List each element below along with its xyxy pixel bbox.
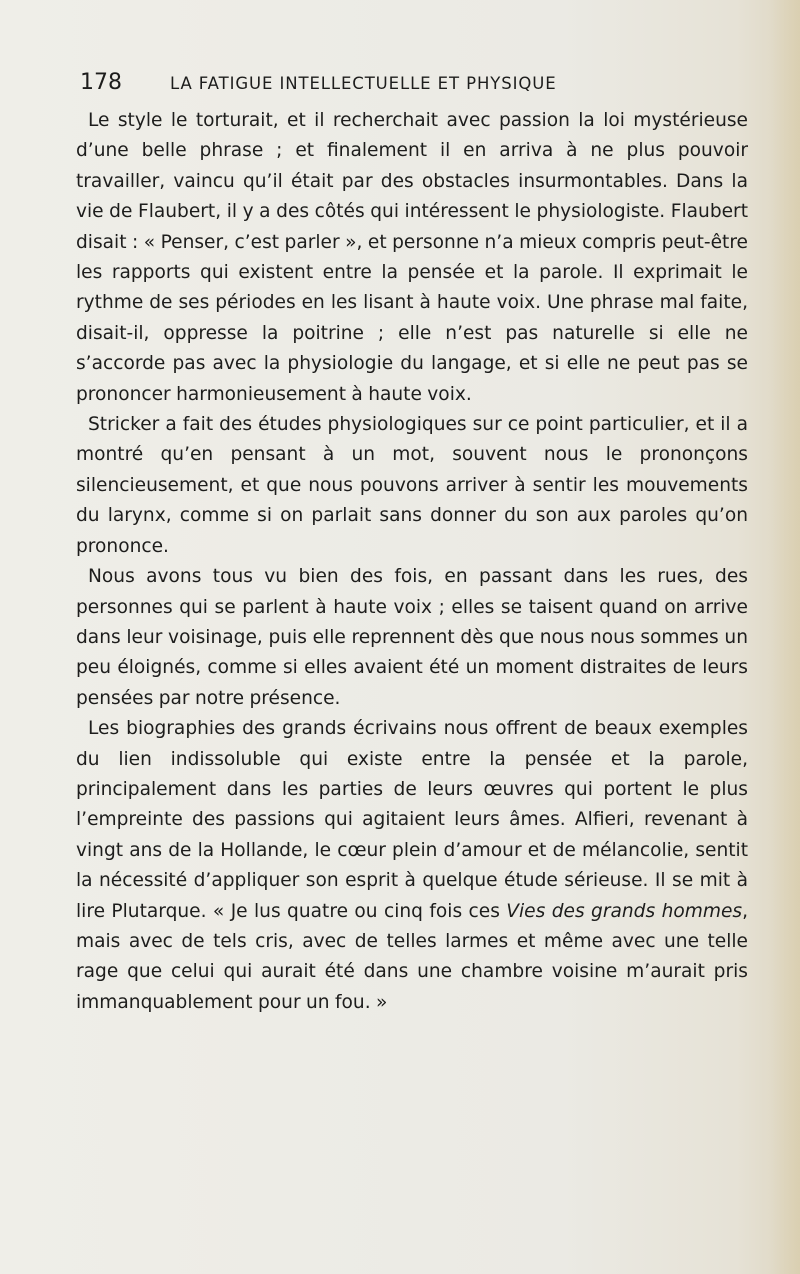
paragraph-alfieri xyxy=(76,714,748,1018)
paragraph-stricker: Stricker a fait des études physiologiques sur ce point particulier, et il a montré qu’en pensant à un mot, souvent nous le prononçons silencieusement, et que nous pouvons arriver à sentir les mouvements du larynx, comme si on parlait sans donner du son aux paroles qu’on prononce. xyxy=(76,414,748,557)
alfieri-text-end: , mais avec de tels cris, avec de telles larmes et même avec une telle rage que celui qui aurait été dans une chambre voisine m’aurait pris immanquablement pour un fou. » xyxy=(76,900,748,1013)
page-number: 178 xyxy=(80,70,122,95)
running-header xyxy=(80,70,752,100)
page-edge-stain xyxy=(770,0,800,1274)
running-title: LA FATIGUE INTELLECTUELLE ET PHYSIQUE xyxy=(170,74,557,93)
paragraph-street-talkers: Nous avons tous vu bien des fois, en passant dans les rues, des personnes qui se parlent à haute voix ; elles se taisent quand on arrive dans leur voisinage, puis elle reprennent dès que nous nous sommes un peu éloignés, comme si elles avaient été un moment distraites de leurs pensées par notre présence. xyxy=(76,566,748,709)
paragraph-flaubert: Le style le torturait, et il recherchait avec passion la loi mystérieuse d’une belle phrase ; et finalement il en arriva à ne plus pouvoir travailler, vaincu qu’il était par des obstacles insurmontables. Dans la vie de Flaubert, il y a des côtés qui intéressent le physiologiste. Flaubert disait : « Penser, c’est parler », et personne n’a mieux compris peut-être les rapports qui existent entre la pensée et la parole. Il exprimait le rythme de ses périodes en les lisant à haute voix. Une phrase mal faite, disait-il, oppresse la poitrine ; elle n’est pas naturelle si elle ne s’accorde pas avec la physiologie du langage, et si elle ne peut pas se prononcer harmonieusement à haute voix. xyxy=(76,110,748,405)
alfieri-text-start: Les biographies des grands écrivains nous offrent de beaux exemples du lien indissoluble qui existe entre la pensée et la parole, principalement dans les parties de leurs œuvres qui portent le plus l’empreinte des passions qui agitaient leurs âmes. Alfieri, revenant à vingt ans de la Hollande, le cœur plein d’amour et de mélancolie, sentit la nécessité d’appliquer son esprit à quelque étude sérieuse. Il se mit à lire Plutarque. « Je lus quatre ou cinq fois ces xyxy=(76,718,748,922)
body-text xyxy=(76,106,748,1018)
book-title-italic: Vies des grands hommes xyxy=(506,900,743,922)
